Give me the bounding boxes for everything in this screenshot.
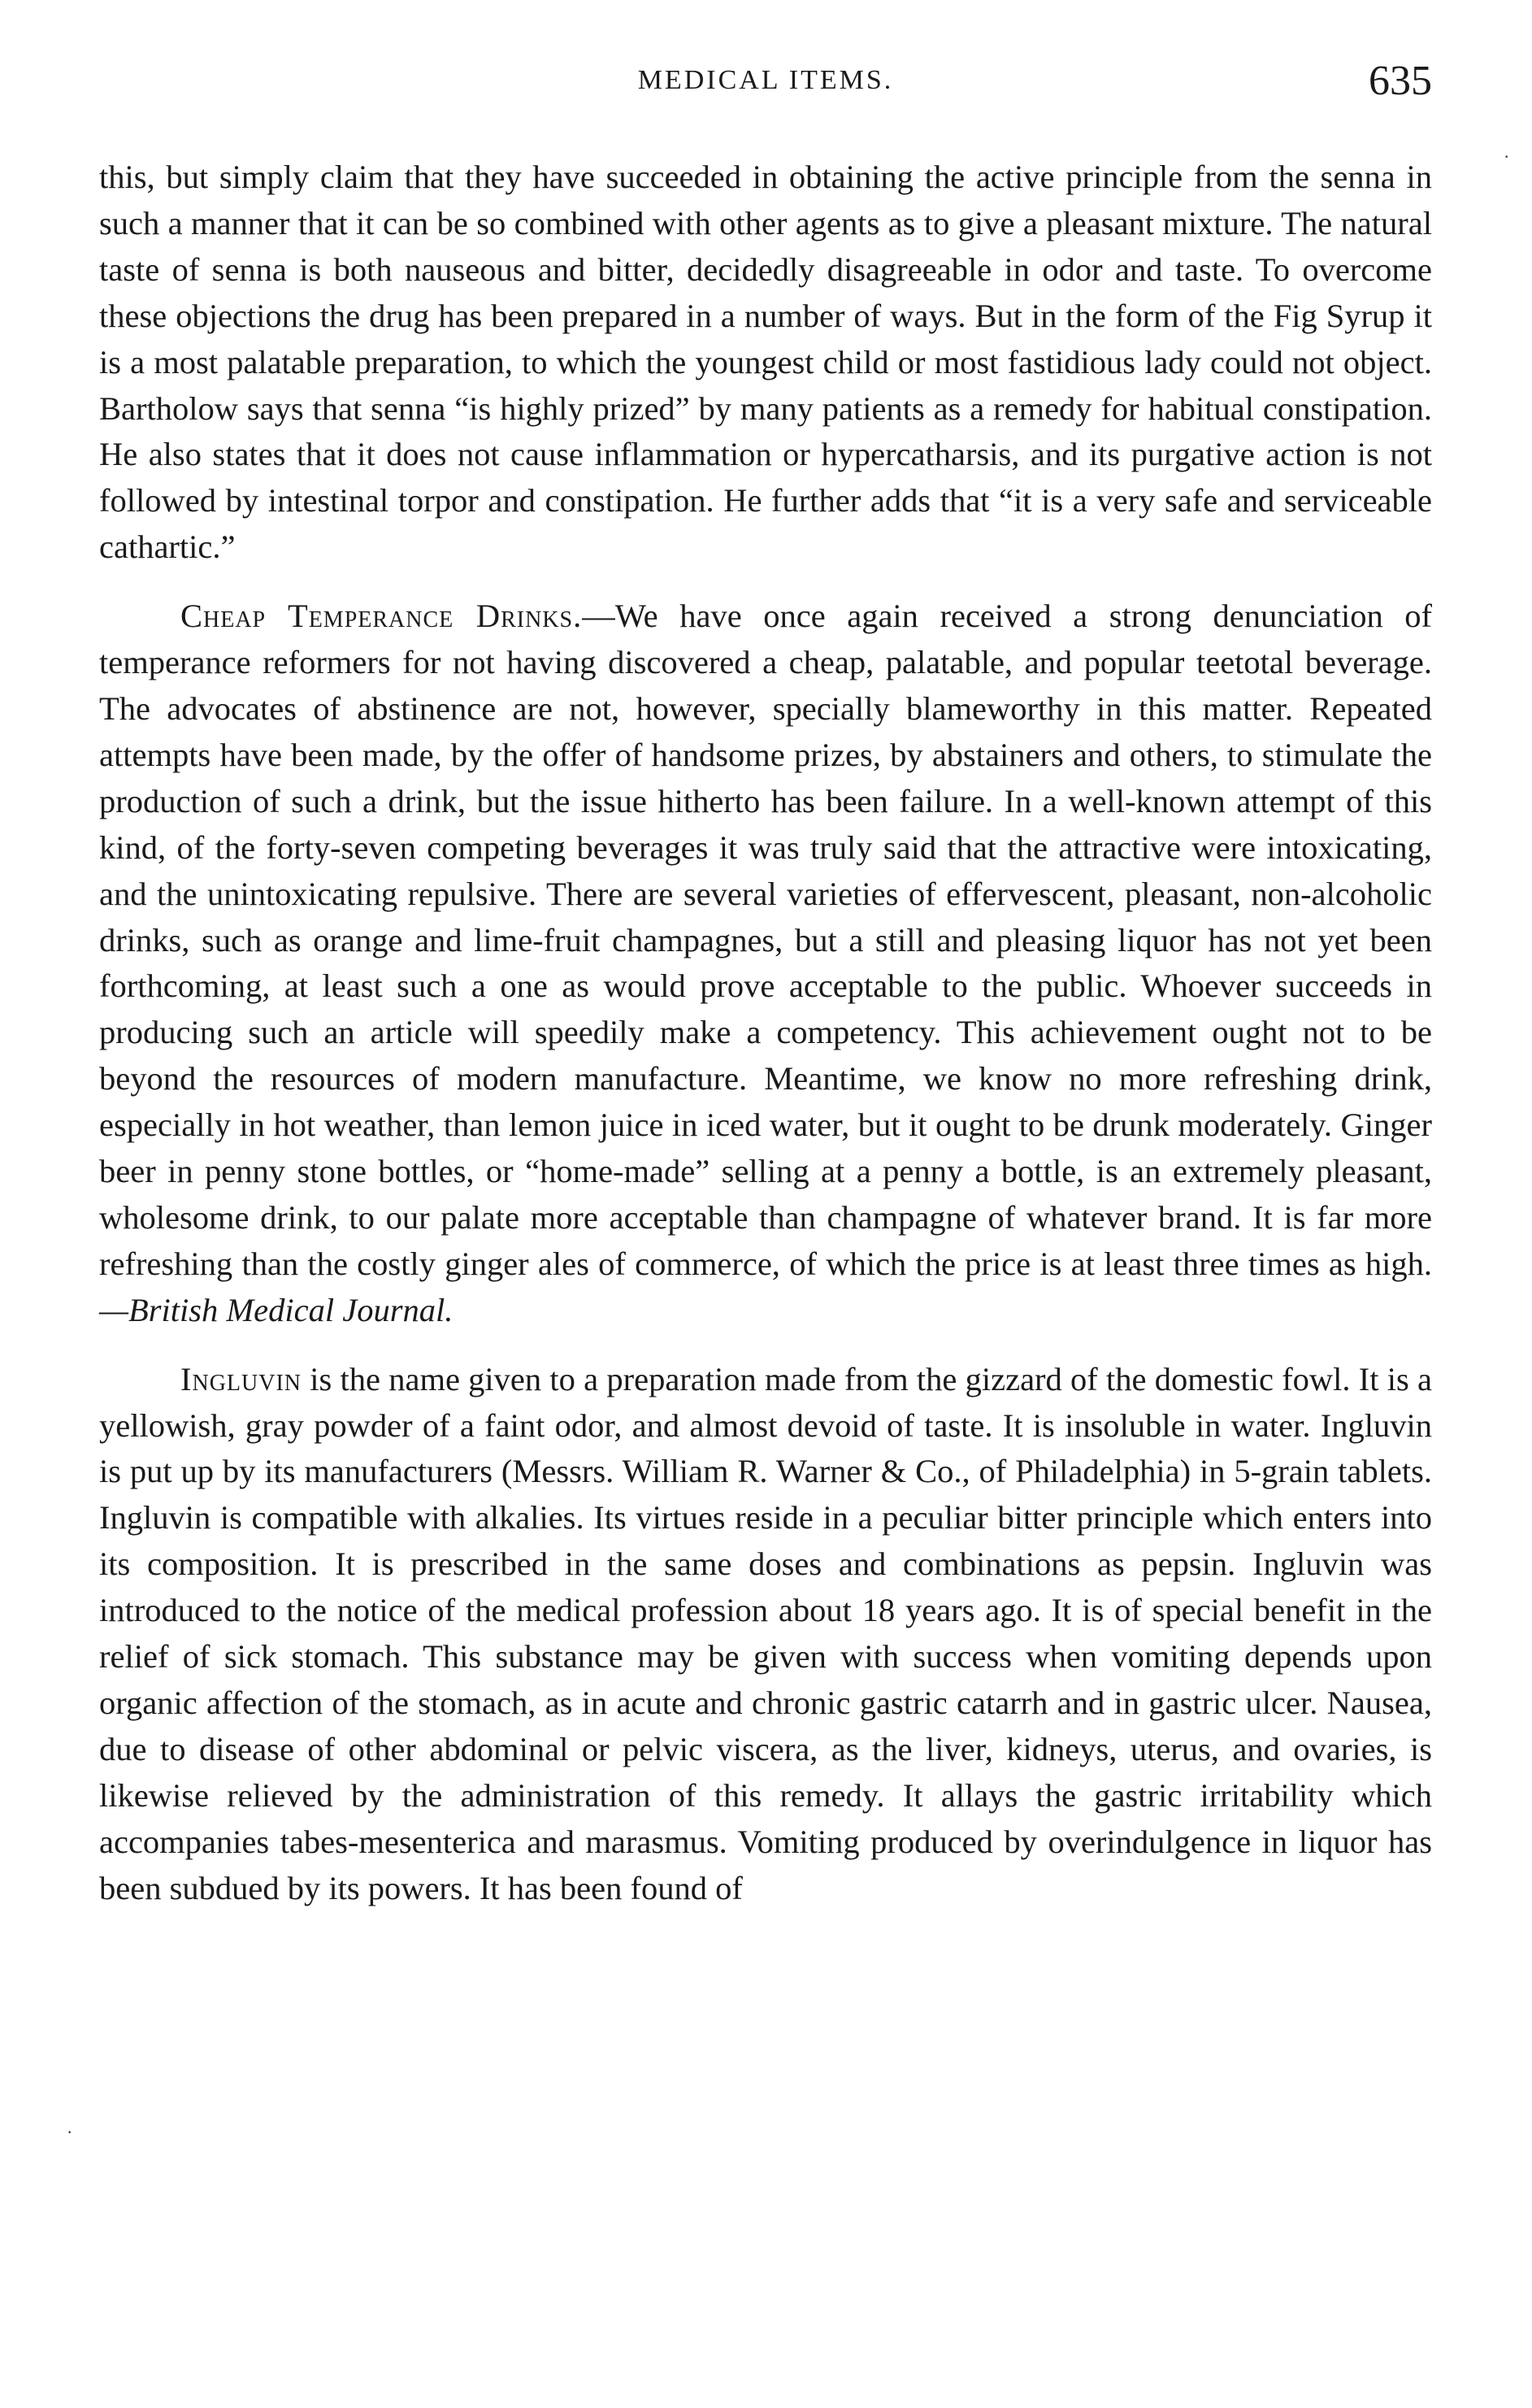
running-title: MEDICAL ITEMS. [637,65,894,95]
paragraph-text: —We have once again received a strong denunciation of temperance reformers for not having discovered a cheap, palatable, and popular teetotal beverage. The advocates of abstinence are not, however, specially blameworthy in this matter. Repeated attempts have been made, by the offer of handsome prizes, by abstainers and others, to stimulate the production of such a drink, but the issue hitherto has been failure. In a well-known attempt of this kind, of the forty-seven competing beverages it was truly said that the attractive were intoxicating, and the unintoxicating repulsive. There are several varieties of effervescent, pleasant, non-alcoholic drinks, such as orange and lime-fruit champagnes, but a still and pleasing liquor has not yet been forthcoming, at least such a one as would prove acceptable to the public. Whoever succeeds in producing such an article will speedily make a competency. This achievement ought not to be beyond the resources of modern manufacture. Meantime, we know no more refreshing drink, especially in hot weather, than lemon juice in iced water, but it ought to be drunk moderately. Ginger beer in penny stone bottles, or “home-made” selling at a penny a bottle, is an extremely pleasant, wholesome drink, to our palate more acceptable than champagne of whatever brand. It is far more refreshing than the costly ginger ales of commerce, of which the price is at least three times as high. [99,598,1432,1282]
paragraph-ingluvin [99,1357,1432,1912]
running-head [99,57,1432,106]
paragraph-senna-continued [99,154,1432,571]
source-citation: —British Medical Journal. [99,1291,454,1328]
page-number: 635 [1369,58,1432,104]
margin-speck: · [67,2122,73,2142]
paragraph-cheap-temperance-drinks [99,593,1432,1334]
margin-speck: · [1504,146,1510,167]
section-heading-ingluvin: Ingluvin [180,1360,302,1397]
paragraph-text: this, but simply claim that they have succeeded in obtaining the active principle from the senna in such a manner that it can be so combined with other agents as to give a pleasant mixture. The natural taste of senna is both nauseous and bitter, decidedly disagreeable in odor and taste. To overcome these objections the drug has been prepared in a number of ways. But in the form of the Fig Syrup it is a most palatable preparation, to which the youngest child or most fastidious lady could not object. Bartholow says that senna “is highly prized” by many patients as a remedy for habitual constipation. He also states that it does not cause inflammation or hypercatharsis, and its purgative action is not followed by intestinal torpor and constipation. He further adds that “it is a very safe and serviceable cathartic.” [99,159,1432,566]
paragraph-text: is the name given to a preparation made from the gizzard of the domestic fowl. It is a yellowish, gray powder of a faint odor, and almost devoid of taste. It is insoluble in water. Ingluvin is put up by its manufacturers (Messrs. William R. Warner & Co., of Philadelphia) in 5-grain tablets. Ingluvin is compatible with alkalies. Its virtues reside in a peculiar bitter principle which enters into its composition. It is prescribed in the same doses and combinations as pepsin. Ingluvin was introduced to the notice of the medical profession about 18 years ago. It is of special benefit in the relief of sick stomach. This substance may be given with success when vomiting depends upon organic affection of the stomach, as in acute and chronic gastric catarrh and in gastric ulcer. Nausea, due to disease of other abdominal or pelvic viscera, as the liver, kidneys, uterus, and ovaries, is likewise relieved by the administration of this remedy. It allays the gastric irritability which accompanies tabes-mesenterica and marasmus. Vomiting produced by overindulgence in liquor has been subdued by its powers. It has been found of [99,1360,1432,1906]
section-heading-cheap-temperance-drinks: Cheap Temperance Drinks. [180,598,583,635]
body-text [99,154,1432,1912]
